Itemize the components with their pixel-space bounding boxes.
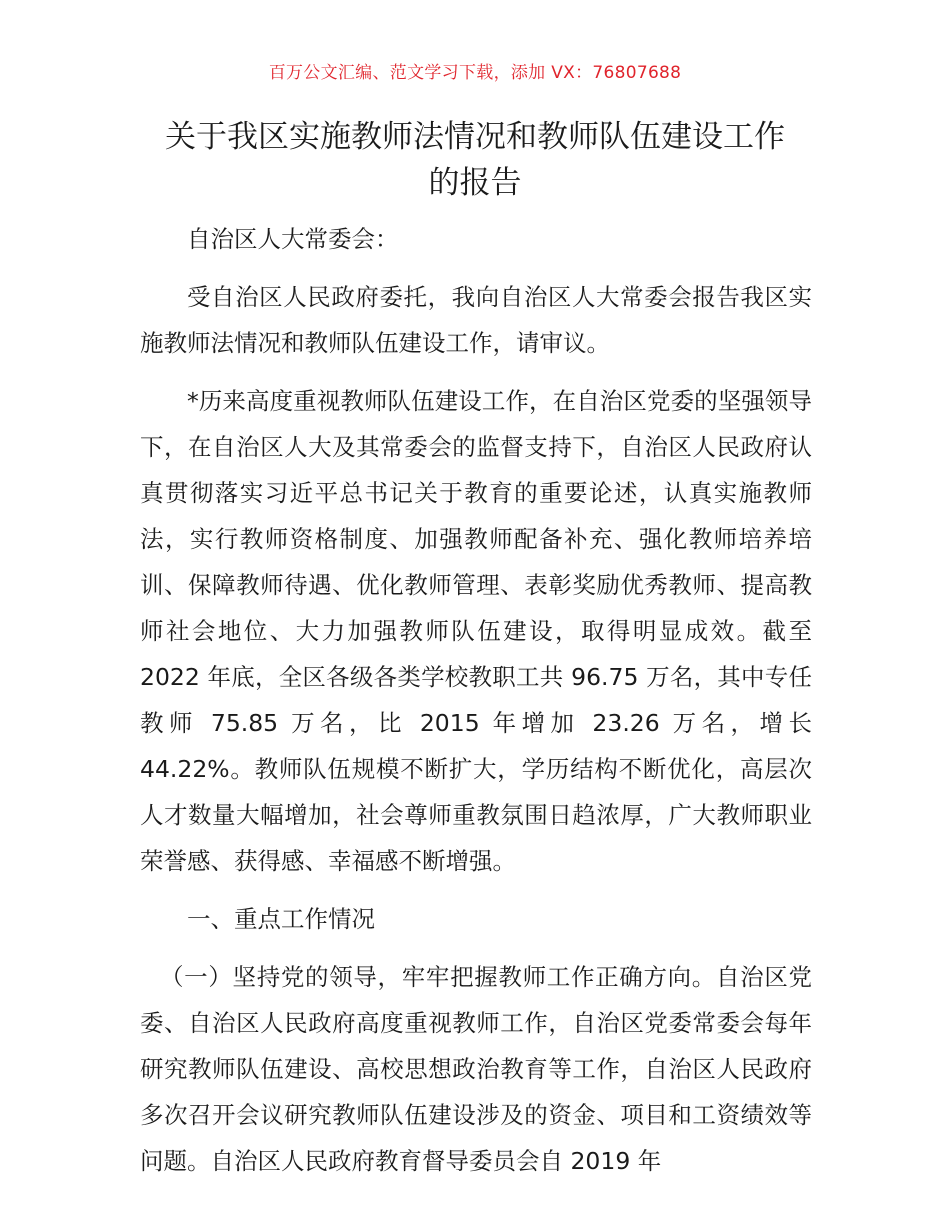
document-body bbox=[140, 216, 812, 1196]
title-line-2: 的报告 bbox=[428, 165, 522, 201]
subsection-paragraph: （一）坚持党的领导，牢牢把握教师工作正确方向。自治区党委、自治区人民政府高度重视教师工作，自治区党委常委会每年研究教师队伍建设、高校思想政治教育等工作，自治区人民政府多次召开会议研究教师队伍建设涉及的资金、项目和工资绩效等问题。自治区人民政府教育督导委员会自 2019 年 bbox=[140, 963, 812, 1175]
title-line-1: 关于我区实施教师法情况和教师队伍建设工作 bbox=[165, 119, 785, 155]
salutation: 自治区人大常委会： bbox=[187, 225, 399, 253]
paragraph-overview: *历来高度重视教师队伍建设工作，在自治区党委的坚强领导下，在自治区人大及其常委会的监督支持下，自治区人民政府认真贯彻落实习近平总书记关于教育的重要论述，认真实施教师法，实行教师资格制度、加强教师配备补充、强化教师培养培训、保障教师待遇、优化教师管理、表彰奖励优秀教师、提高教师社会地位、大力加强教师队伍建设，取得明显成效。截至 2022 年底，全区各级各类学校教职工共 96.75 万名，其中专任教师 75.85 万名，比 2015 年增加 23.26 万名，增长 44.22%。教师队伍规模不断扩大，学历结构不断优化，高层次人才数量大幅增加，社会尊师重教氛围日趋浓厚，广大教师职业荣誉感、获得感、幸福感不断增强。 bbox=[140, 387, 812, 875]
watermark-banner: 百万公文汇编、范文学习下载，添加 VX：76807688 bbox=[268, 63, 682, 83]
section-heading: 一、重点工作情况 bbox=[187, 905, 375, 933]
paragraph-intro: 受自治区人民政府委托，我向自治区人大常委会报告我区实施教师法情况和教师队伍建设工作，请审议。 bbox=[140, 283, 812, 357]
document-title bbox=[120, 114, 830, 206]
